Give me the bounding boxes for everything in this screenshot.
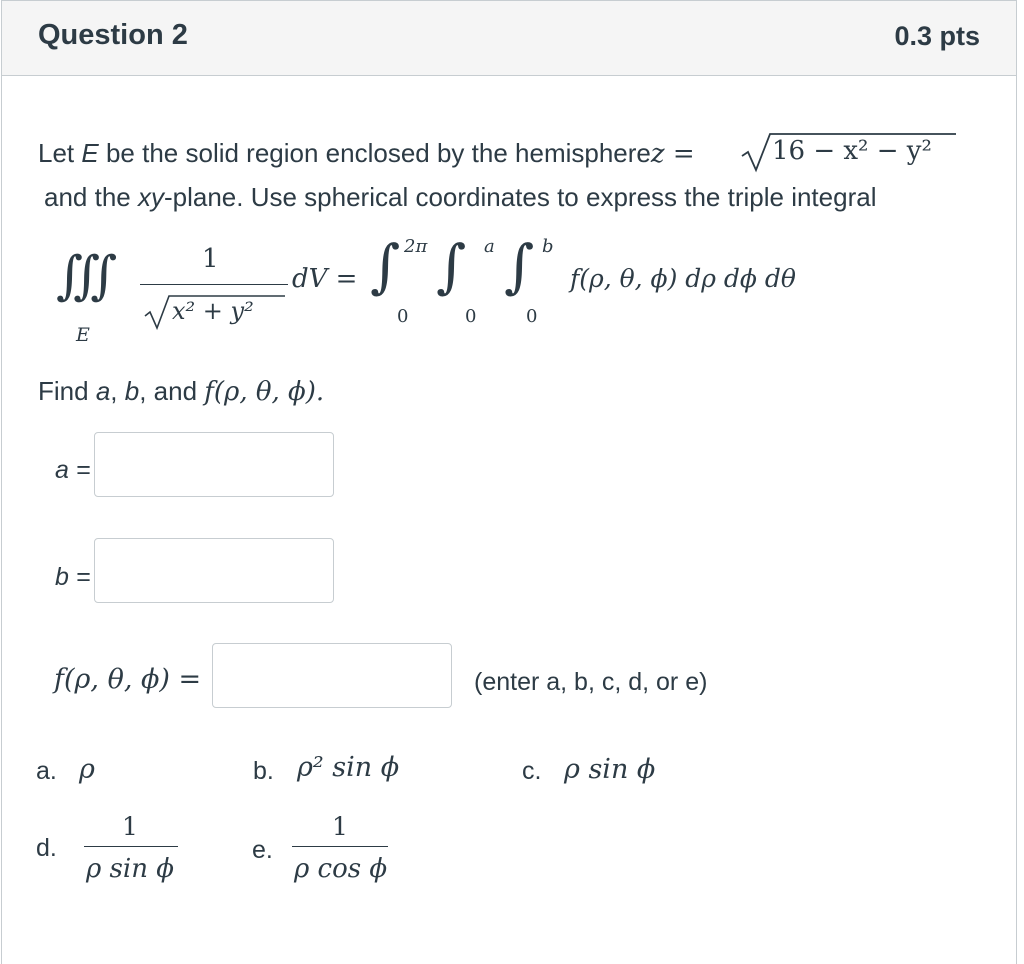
integrand-denominator: x² + y² bbox=[172, 297, 254, 325]
b-answer-input[interactable] bbox=[94, 538, 334, 603]
prompt-line-2 bbox=[44, 182, 876, 213]
integral-lower-limit-3: 0 bbox=[526, 306, 538, 327]
integral-region-label: E bbox=[76, 324, 90, 346]
prompt-mid: be the solid region enclosed by the hemisphere bbox=[105, 138, 651, 168]
question-title: Question 2 bbox=[38, 19, 188, 51]
find-line bbox=[38, 376, 324, 407]
prompt-prefix: Let bbox=[38, 138, 75, 168]
integral-lower-limit-1: 0 bbox=[397, 306, 409, 327]
prompt-var-E: E bbox=[81, 138, 99, 168]
a-answer-input[interactable] bbox=[94, 432, 334, 497]
integral-sign-2: ∫ bbox=[436, 232, 467, 300]
choice-c-expr: ρ sin ϕ bbox=[564, 754, 656, 785]
f-field-label: f(ρ, θ, ϕ) = bbox=[54, 664, 202, 695]
choice-e-fraction-bar bbox=[292, 846, 388, 847]
choice-b-expr: ρ² sin ϕ bbox=[297, 752, 400, 783]
sqrt-content: 16 − x² − y² bbox=[772, 136, 932, 166]
prompt-line2-suffix: -plane. Use spherical coordinates to express the triple integral bbox=[163, 182, 877, 212]
choice-c-letter: c. bbox=[522, 757, 542, 785]
prompt-line2-var: xy bbox=[137, 182, 164, 212]
integral-sign-1: ∫ bbox=[370, 232, 401, 300]
choice-e-denominator: ρ cos ϕ bbox=[294, 854, 388, 884]
choice-a-letter: a. bbox=[36, 757, 57, 785]
integral-upper-limit-2: a bbox=[484, 236, 495, 257]
integral-upper-limit-1: 2π bbox=[404, 236, 428, 257]
choice-b-letter: b. bbox=[253, 757, 274, 785]
f-field-hint: (enter a, b, c, d, or e) bbox=[474, 668, 708, 696]
integral-sign-3: ∫ bbox=[504, 232, 535, 300]
find-var-a: a bbox=[95, 376, 111, 406]
choice-e-numerator: 1 bbox=[332, 812, 348, 841]
prompt-eq-lhs: z = bbox=[650, 139, 695, 169]
find-var-b: b bbox=[124, 376, 140, 406]
choice-e-letter: e. bbox=[252, 836, 273, 864]
prompt-line-1 bbox=[38, 138, 695, 169]
prompt-line2-prefix: and the bbox=[44, 182, 131, 212]
find-sep-2: , and bbox=[139, 376, 198, 406]
dV-equals: dV = bbox=[292, 264, 358, 294]
integrand-numerator: 1 bbox=[202, 244, 219, 274]
find-prefix: Find bbox=[38, 376, 89, 406]
choice-d-numerator: 1 bbox=[122, 812, 138, 841]
f-answer-input[interactable] bbox=[212, 643, 452, 708]
choice-a-expr: ρ bbox=[79, 754, 95, 785]
integral-upper-limit-3: b bbox=[542, 236, 554, 257]
choice-d-denominator: ρ sin ϕ bbox=[86, 854, 174, 884]
integral-integrand: f(ρ, θ, ϕ) dρ dϕ dθ bbox=[570, 264, 796, 293]
integrand-fraction-bar bbox=[140, 284, 288, 285]
choice-d-letter: d. bbox=[36, 834, 57, 862]
a-field-label: a = bbox=[55, 456, 91, 484]
choice-d-fraction-bar bbox=[84, 846, 178, 847]
find-func: f(ρ, θ, ϕ). bbox=[204, 377, 325, 407]
triple-integral-symbol: ∭ bbox=[56, 246, 118, 306]
question-header bbox=[2, 1, 1016, 76]
integral-lower-limit-2: 0 bbox=[465, 306, 477, 327]
question-points: 0.3 pts bbox=[894, 21, 980, 51]
b-field-label: b = bbox=[55, 563, 91, 591]
find-sep-1: , bbox=[110, 376, 118, 406]
